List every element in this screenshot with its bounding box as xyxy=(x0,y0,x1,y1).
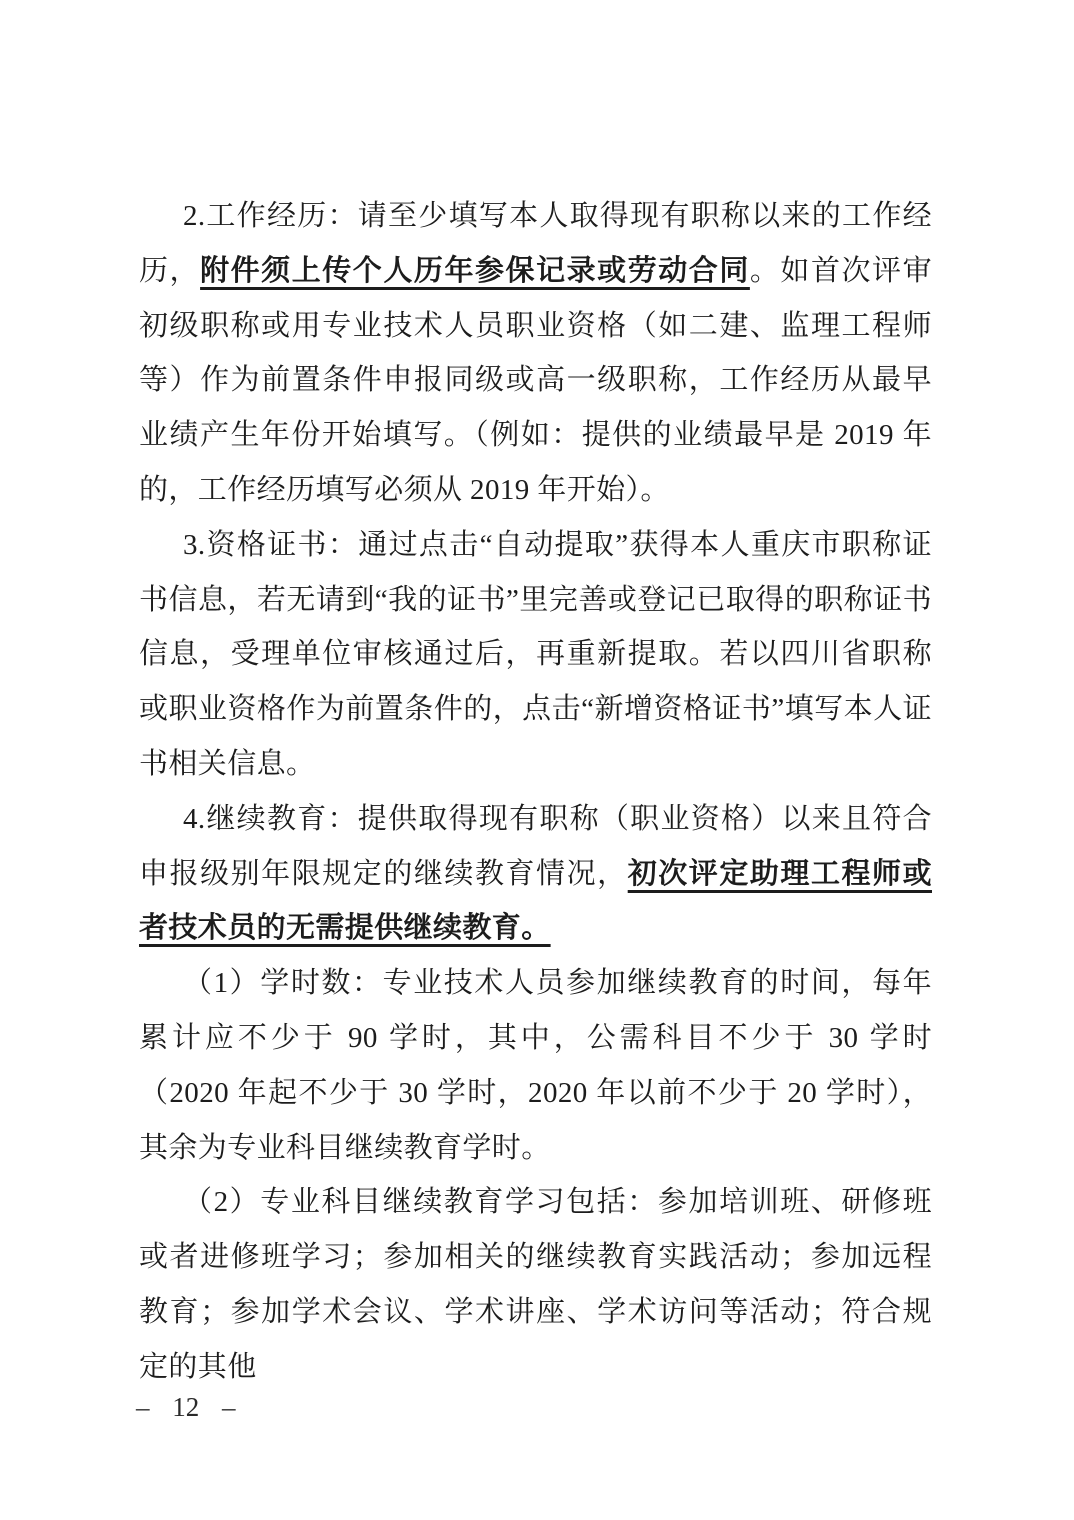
paragraph-credit-hours xyxy=(139,956,932,1175)
paragraph-professional-subjects xyxy=(139,1175,932,1394)
text-run: 。如首次评审初级职称或用专业技术人员职业资格（如二建、监理工程师等）作为前置条件申报同级或高一级职称，工作经历从最早业绩产生年份开始填写。（例如：提供的业绩最早是 2019 年的，工作经历填写必须从 2019 年开始）。 xyxy=(139,254,932,506)
document-body xyxy=(139,189,932,1395)
text-run: （1）学时数：专业技术人员参加继续教育的时间，每年累计应不少于 90 学时，其中，公需科目不少于 30 学时（2020 年起不少于 30 学时，2020 年以前不少于 20 学时），其余为专业科目继续教育学时。 xyxy=(139,967,932,1164)
text-run-bold-underline: 初次评定助理工程师或者技术员的无需提供继续教育。 xyxy=(139,857,932,945)
text-run: 4.继续教育：提供取得现有职称（职业资格）以来且符合申报级别年限规定的继续教育情况， xyxy=(139,802,932,890)
page-number: – 12 – xyxy=(136,1392,236,1422)
text-run: 2.工作经历：请至少填写本人取得现有职称以来的工作经历， xyxy=(139,200,932,287)
text-run: 3.资格证书：通过点击“自动提取”获得本人重庆市职称证书信息，若无请到“我的证书”里完善或登记已取得的职称证书信息，受理单位审核通过后，再重新提取。若以四川省职称或职业资格作为前置条件的，点击“新增资格证书”填写本人证书相关信息。 xyxy=(139,528,932,780)
text-run-bold-underline: 附件须上传个人历年参保记录或劳动合同 xyxy=(200,254,750,287)
paragraph-qualification-certificate xyxy=(139,518,932,792)
paragraph-work-experience xyxy=(139,189,932,518)
paragraph-continuing-education xyxy=(139,792,932,956)
text-run: （2）专业科目继续教育学习包括：参加培训班、研修班或者进修班学习；参加相关的继续教育实践活动；参加远程教育；参加学术会议、学术讲座、学术访问等活动；符合规定的其他 xyxy=(139,1186,932,1383)
